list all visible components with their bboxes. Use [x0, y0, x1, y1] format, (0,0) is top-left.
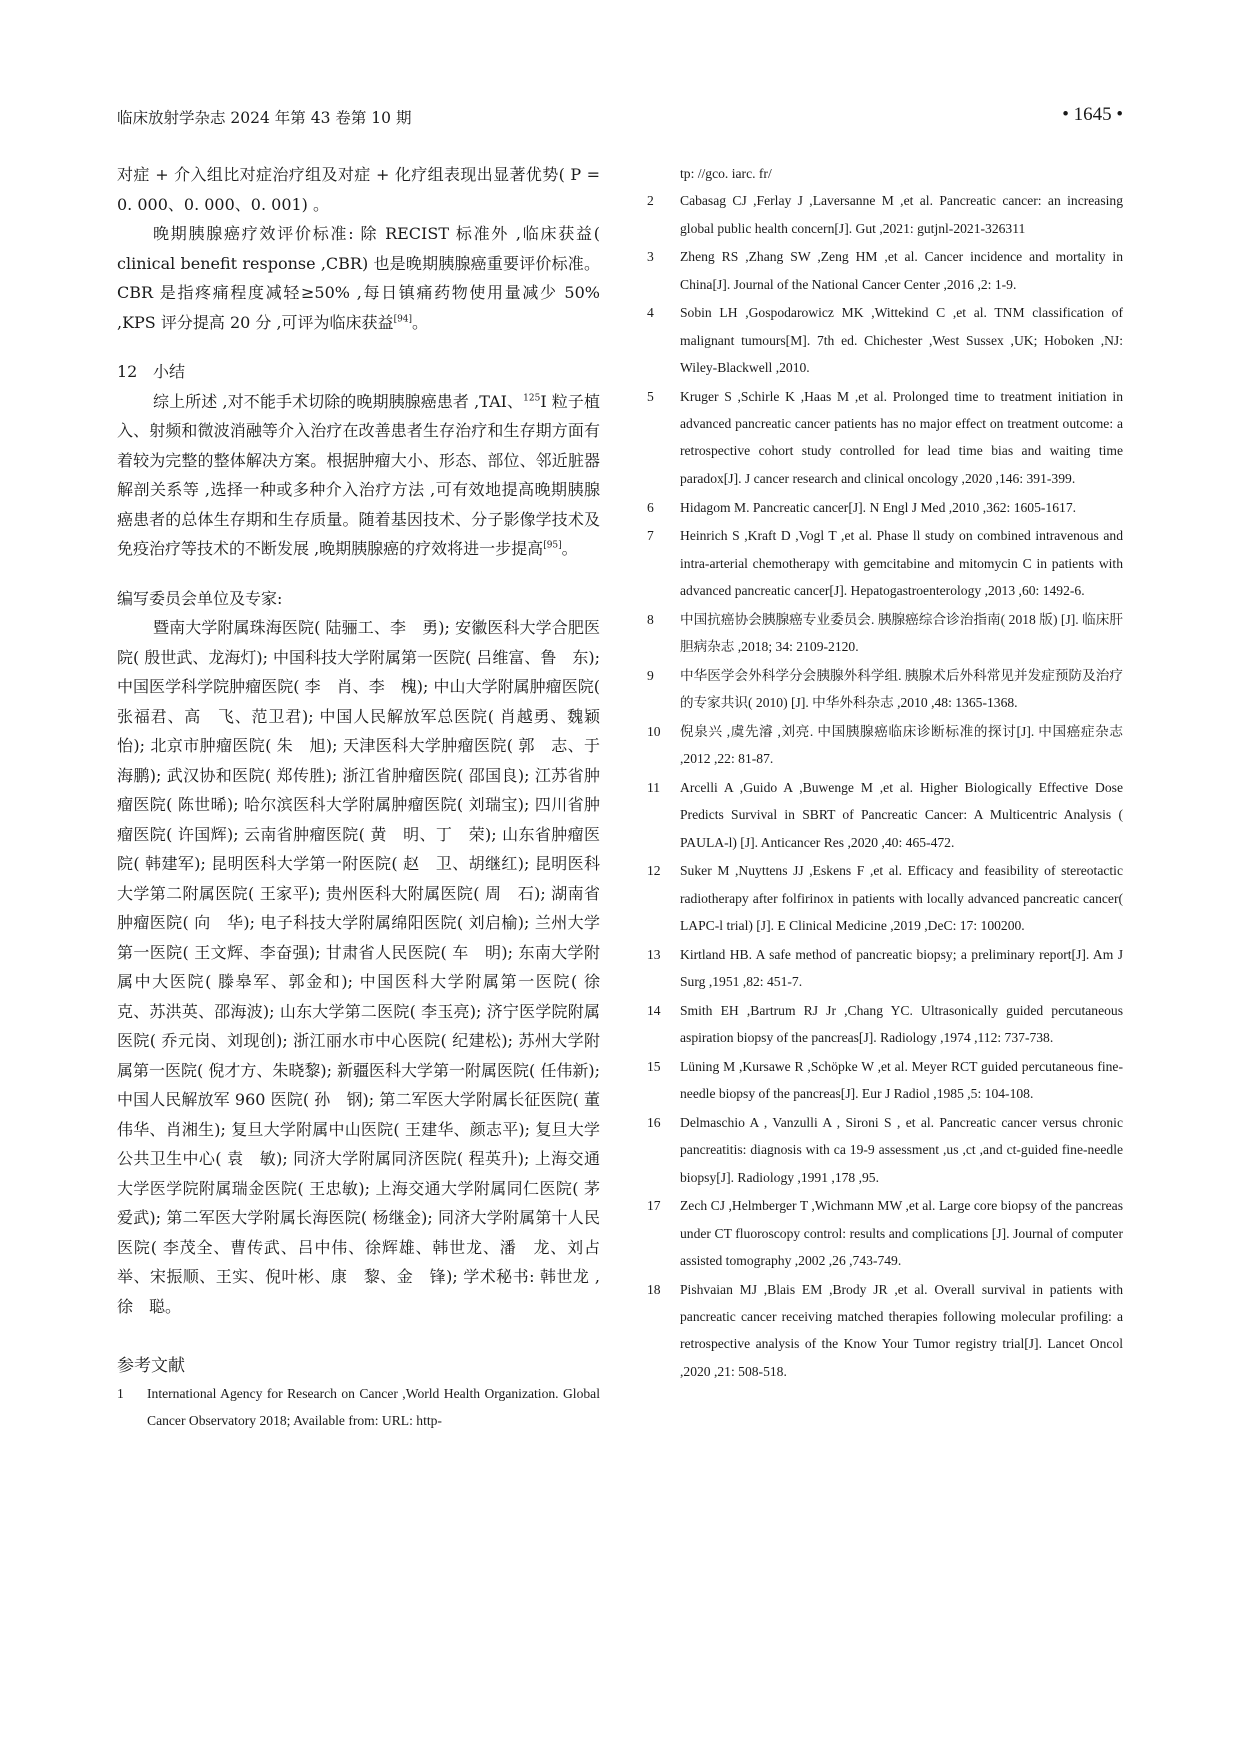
reference-number: 11	[647, 780, 661, 796]
reference-number: 15	[647, 1059, 661, 1074]
paragraph-summary	[117, 387, 600, 564]
reference-number: 10	[647, 723, 661, 739]
reference-text: Hidagom M. Pancreatic cancer[J]. N Engl J Med ,2010 ,362: 1605-1617.	[680, 499, 1077, 515]
paragraph-text: 综上所述 ,对不能手术切除的晚期胰腺癌患者 ,TAI、	[153, 391, 524, 411]
reference-text: Lüning M ,Kursawe R ,Schöpke W ,et al. Meyer RCT guided percutaneous fine-needle biopsy of the pancreas[J]. Eur J Radiol ,1985 ,5: 104-108.	[680, 1059, 1123, 1102]
reference-number: 4	[647, 305, 654, 321]
reference-list	[647, 187, 1123, 1385]
reference-item-6	[647, 494, 1123, 521]
reference-number: 3	[647, 249, 654, 265]
reference-item-13	[647, 941, 1123, 996]
reference-number: 17	[647, 1198, 661, 1214]
section-number: 12	[117, 362, 138, 381]
reference-item-15	[647, 1053, 1123, 1108]
reference-number: 18	[647, 1281, 661, 1297]
reference-number: 9	[647, 667, 654, 683]
reference-text: Kruger S ,Schirle K ,Haas M ,et al. Prolonged time to treatment initiation in advanced pancreatic cancer patients has no major effect on treatment outcome: a retrospective cohort study controlled for lead time bias and waiting time paradox[J]. J cancer research and clinical oncology ,2020 ,146: 391-399.	[680, 388, 1123, 486]
reference-text: 中华医学会外科学分会胰腺外科学组. 胰腺术后外科常见并发症预防及治疗的专家共识( 2010) [J]. 中华外科杂志 ,2010 ,48: 1365-1368.	[680, 667, 1123, 711]
left-column	[117, 160, 617, 1435]
reference-number: 13	[647, 946, 661, 962]
references-heading: 参考文献	[117, 1356, 185, 1376]
reference-item-3	[647, 243, 1123, 298]
section-heading-summary	[117, 357, 600, 387]
committee-heading: 编写委员会单位及专家:	[117, 588, 283, 608]
reference-item-2	[647, 187, 1123, 242]
right-column	[647, 160, 1123, 1387]
reference-1-continuation: tp: //gco. iarc. fr/	[680, 166, 772, 181]
reference-text: Cabasag CJ ,Ferlay J ,Laversanne M ,et al. Pancreatic cancer: an increasing global public health concern[J]. Gut ,2021: gutjnl-2021-326311	[680, 193, 1123, 236]
reference-item-17	[647, 1192, 1123, 1274]
reference-item-11	[647, 774, 1123, 856]
reference-text: Suker M ,Nuyttens JJ ,Eskens F ,et al. Efficacy and feasibility of stereotactic radiotherapy after folfirinox in patients with locally advanced pancreatic cancer( LAPC-l trial) [J]. E Clinical Medicine ,2019 ,DeC: 17: 100200.	[680, 863, 1123, 934]
reference-item-16	[647, 1109, 1123, 1191]
journal-issue: 临床放射学杂志 2024 年第 43 卷第 10 期	[117, 109, 412, 127]
reference-item-12	[647, 857, 1123, 939]
reference-item-1	[117, 1380, 600, 1435]
reference-text: Sobin LH ,Gospodarowicz MK ,Wittekind C ,et al. TNM classification of malignant tumours[M]. 7th ed. Chichester ,West Sussex ,UK; Hoboken ,NJ: Wiley-Blackwell ,2010.	[680, 305, 1123, 376]
reference-item-4	[647, 299, 1123, 381]
reference-text: Zech CJ ,Helmberger T ,Wichmann MW ,et al. Large core biopsy of the pancreas under CT fluoroscopy control: results and complications [J]. Journal of computer assisted tomography ,2002 ,26 ,743-749.	[680, 1198, 1123, 1269]
reference-number: 5	[647, 388, 654, 404]
paragraph-end: 。	[412, 312, 429, 332]
reference-number: 6	[647, 499, 654, 515]
paragraph-text: 晚期胰腺癌疗效评价标准: 除 RECIST 标准外 ,临床获益( clinical benefit response ,CBR) 也是晚期胰腺癌重要评价标准。CBR 是指疼痛程度减轻≥50% ,每日镇痛药物使用量减少 50% ,KPS 评分提高 20 分 ,可评为临床获益	[117, 224, 600, 332]
page-number: • 1645 •	[1062, 104, 1123, 125]
reference-number: 8	[647, 611, 654, 627]
reference-item-18	[647, 1276, 1123, 1385]
reference-item-5	[647, 383, 1123, 492]
paragraph-end: 。	[561, 539, 578, 558]
reference-number: 12	[647, 863, 661, 879]
reference-number: 1	[117, 1386, 124, 1401]
reference-text: Pishvaian MJ ,Blais EM ,Brody JR ,et al. Overall survival in patients with pancreatic cancer receiving matched therapies following molecular profiling: a retrospective analysis of the Know Your Tumor registry trial[J]. Lancet Oncol ,2020 ,21: 508-518.	[680, 1281, 1123, 1379]
reference-text: Arcelli A ,Guido A ,Buwenge M ,et al. Higher Biologically Effective Dose Predicts Survival in SBRT of Pancreatic Cancer: A Multicentric Analysis ( PAULA-l) [J]. Anticancer Res ,2020 ,40: 465-472.	[680, 780, 1123, 850]
citation-95[interactable]: [95]	[543, 540, 562, 551]
paragraph-cbr-criteria	[117, 219, 600, 337]
reference-item-14	[647, 997, 1123, 1052]
paragraph-text: I 粒子植入、射频和微波消融等介入治疗在改善患者生存治疗和生存期方面有着较为完整的整体解决方案。根据肿瘤大小、形态、部位、邻近脏器解剖关系等 ,选择一种或多种介入治疗方法 ,可有效地提高晚期胰腺癌患者的总体生存期和生存质量。随着基因技术、分子影像学技术及免疫治疗等技术的不断发展 ,晚期胰腺癌的疗效将进一步提高	[117, 391, 600, 558]
paragraph-efficacy-comparison: 对症 + 介入组比对症治疗组及对症 + 化疗组表现出显著优势( P = 0. 000、0. 000、0. 001) 。	[117, 165, 600, 214]
reference-item-10	[647, 718, 1123, 773]
reference-item-9	[647, 662, 1123, 717]
reference-text: Zheng RS ,Zhang SW ,Zeng HM ,et al. Cancer incidence and mortality in China[J]. Journal of the National Cancer Center ,2016 ,2: 1-9.	[680, 249, 1123, 292]
running-header	[117, 106, 1123, 136]
reference-number: 14	[647, 1002, 661, 1018]
isotope-superscript: 125	[523, 393, 541, 404]
reference-text: Delmaschio A , Vanzulli A , Sironi S , et al. Pancreatic cancer versus chronic pancreatitis: diagnosis with ca 19-9 assessment ,us ,ct ,and ct-guided fine-needle biopsy[J]. Radiology ,1991 ,178 ,95.	[680, 1115, 1123, 1185]
reference-text: 中国抗癌协会胰腺癌专业委员会. 胰腺癌综合诊治指南( 2018 版) [J]. 临床肝胆病杂志 ,2018; 34: 2109-2120.	[680, 611, 1123, 655]
reference-number: 7	[647, 528, 654, 544]
reference-text: International Agency for Research on Cancer ,World Health Organization. Global Cancer Observatory 2018; Available from: URL: http-	[147, 1386, 600, 1429]
reference-text: Kirtland HB. A safe method of pancreatic biopsy; a preliminary report[J]. Am J Surg ,1951 ,82: 451-7.	[680, 946, 1123, 990]
citation-94[interactable]: [94]	[393, 314, 413, 325]
reference-number: 16	[647, 1115, 661, 1131]
reference-item-7	[647, 522, 1123, 604]
reference-text: Heinrich S ,Kraft D ,Vogl T ,et al. Phase ll study on combined intravenous and intra-arterial chemotherapy with gemcitabine and mitomycin C in patients with advanced pancreatic cancer[J]. Hepatogastroenterology ,2013 ,60: 1492-6.	[680, 528, 1123, 598]
section-title: 小结	[153, 362, 186, 381]
reference-text: 倪泉兴 ,虞先濬 ,刘亮. 中国胰腺癌临床诊断标准的探讨[J]. 中国癌症杂志 ,2012 ,22: 81-87.	[680, 723, 1123, 767]
reference-item-8	[647, 606, 1123, 661]
committee-list: 暨南大学附属珠海医院( 陆骊工、李 勇); 安徽医科大学合肥医院( 殷世武、龙海灯); 中国科技大学附属第一医院( 吕维富、鲁 东); 中国医学科学院肿瘤医院( 李 肖、李 槐); 中山大学附属肿瘤医院( 张福君、高 飞、范卫君); 中国人民解放军总医院( 肖越勇、魏颖怡); 北京市肿瘤医院( 朱 旭); 天津医科大学肿瘤医院( 郭 志、于海鹏); 武汉协和医院( 郑传胜); 浙江省肿瘤医院( 邵国良); 江苏省肿瘤医院( 陈世晞); 哈尔滨医科大学附属肿瘤医院( 刘瑞宝); 四川省肿瘤医院( 许国辉); 云南省肿瘤医院( 黄 明、丁 荣); 山东省肿瘤医院( 韩建军); 昆明医科大学第一附医院( 赵 卫、胡继红); 昆明医科大学第二附属医院( 王家平); 贵州医科大附属医院( 周 石); 湖南省肿瘤医院( 向 华); 电子科技大学附属绵阳医院( 刘启榆); 兰州大学第一医院( 王文辉、李奋强); 甘肃省人民医院( 车 明); 东南大学附属中大医院( 滕皋军、郭金和); 中国医科大学附属第一医院( 徐 克、苏洪英、邵海波); 山东大学第二医院( 李玉亮); 济宁医学院附属医院( 乔元岗、刘现创); 浙江丽水市中心医院( 纪建松); 苏州大学附属第一医院( 倪才方、朱晓黎); 新疆医科大学第一附属医院( 任伟新); 中国人民解放军 960 医院( 孙 钢); 第二军医大学附属长征医院( 董伟华、肖湘生); 复旦大学附属中山医院( 王建华、颜志平); 复旦大学公共卫生中心( 袁 敏); 同济大学附属同济医院( 程英升); 上海交通大学医学院附属瑞金医院( 王忠敏); 上海交通大学附属同仁医院( 茅爱武); 第二军医大学附属长海医院( 杨继金); 同济大学附属第十人民医院( 李茂全、曹传武、吕中伟、徐辉雄、韩世龙、潘 龙、刘占举、宋振顺、王实、倪叶彬、康 黎、金 锋); 学术秘书: 韩世龙 ,徐 聪。	[117, 618, 617, 1316]
reference-text: Smith EH ,Bartrum RJ Jr ,Chang YC. Ultrasonically guided percutaneous aspiration biopsy of the pancreas[J]. Radiology ,1974 ,112: 737-738.	[680, 1002, 1123, 1046]
reference-number: 2	[647, 193, 654, 209]
